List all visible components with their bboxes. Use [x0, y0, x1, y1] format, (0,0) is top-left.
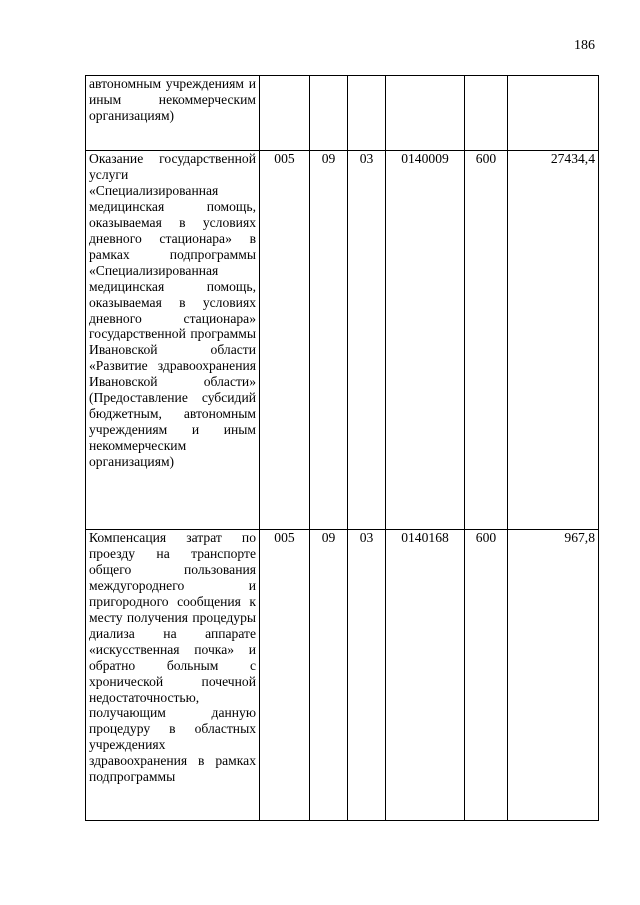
amount-cell — [508, 76, 599, 151]
ministry-code-cell — [260, 76, 310, 151]
budget-table — [85, 75, 599, 821]
ministry-code-cell: 005 — [260, 151, 310, 530]
page-number: 186 — [574, 38, 595, 53]
row-description: Оказание государственной услуги «Специализированная медицинская помощь, оказываемая в условиях дневного стационара» в рамках подпрограммы «Специализированная медицинская помощь, оказываемая в условиях дневного стационара» государственной программы Ивановской области «Развитие здравоохранения Ивановской области» (Предоставление субсидий бюджетным, автономным учреждениям и иным некоммерческим организациям) — [86, 151, 260, 530]
target-article-cell — [386, 76, 465, 151]
target-article-cell: 0140168 — [386, 530, 465, 821]
table-row — [86, 76, 599, 151]
section-code-cell — [310, 76, 348, 151]
section-code-cell: 09 — [310, 151, 348, 530]
row-description: Компенсация затрат по проезду на транспорте общего пользования междугороднего и пригородного сообщения к месту получения процедуры диализа на аппарате «искусственная почка» и обратно больным с хронической почечной недостаточностью, получающим данную процедуру в областных учреждениях здравоохранения в рамках подпрограммы — [86, 530, 260, 821]
table-row — [86, 530, 599, 821]
amount-cell: 967,8 — [508, 530, 599, 821]
ministry-code-cell: 005 — [260, 530, 310, 821]
amount-cell: 27434,4 — [508, 151, 599, 530]
expense-type-cell: 600 — [465, 530, 508, 821]
subsection-code-cell — [348, 76, 386, 151]
target-article-cell: 0140009 — [386, 151, 465, 530]
expense-type-cell — [465, 76, 508, 151]
subsection-code-cell: 03 — [348, 530, 386, 821]
expense-type-cell: 600 — [465, 151, 508, 530]
table-row — [86, 151, 599, 530]
subsection-code-cell: 03 — [348, 151, 386, 530]
row-description: автономным учреждениям и иным некоммерческим организациям) — [86, 76, 260, 151]
section-code-cell: 09 — [310, 530, 348, 821]
